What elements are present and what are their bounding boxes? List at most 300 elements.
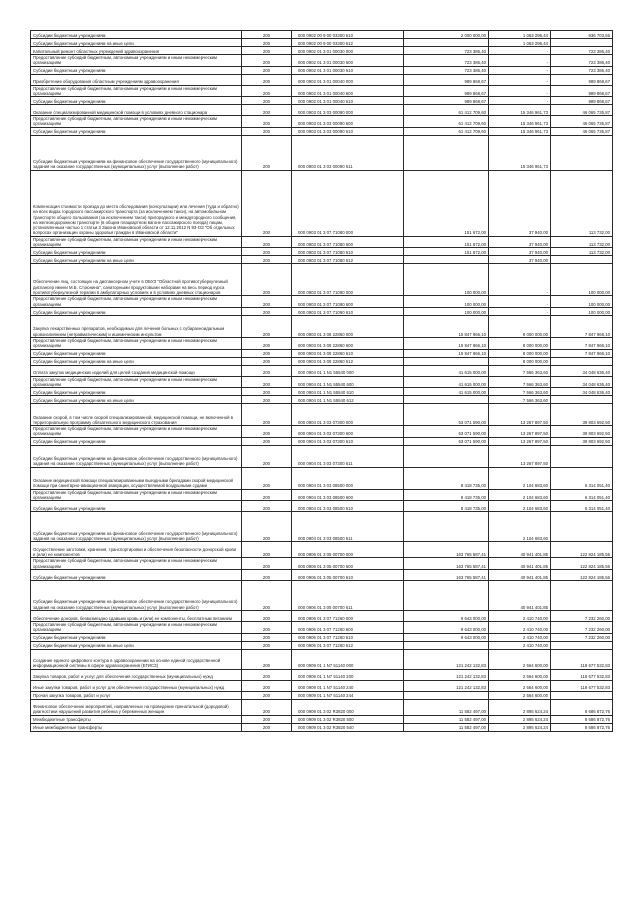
row-approved-amount-cell: 15 847 966,10 [404,315,489,337]
row-name-cell: Компенсация стоимости проезда до места обследования (консультации) или лечения (туда и обратно) на всех видах городского пассажирского транспорта (за исключением такси), на автомобильном транспорте общего пользования (за исключением такси) пригородного и междугородного сообщения, на железнодорожном транспорте (в общем плацкартном вагоне пассажирского поезда) лицам, установленным частью 1 статьи 3 Закона Ивановской области от 12.11.2012 N 93-ОЗ "Об отдельных вопросах организации охраны здоровья граждан в Ивановской области" [31,170,242,236]
row-approved-amount-cell [404,357,489,365]
row-code-cell: 200 [242,365,292,376]
row-classification-code-cell: 000 0909 01 1 N7 51140 200 [292,669,404,680]
row-executed-amount-cell: 2 564 600,00 [489,669,551,680]
row-classification-code-cell: 000 0902 01 3 01 00040 610 [292,97,404,105]
row-classification-code-cell: 000 0903 01 3 07 71090 610 [292,307,404,315]
row-executed-amount-cell: 40 941 401,85 [489,569,551,580]
table-body [31,31,613,732]
row-executed-amount-cell: 37 940,00 [489,248,551,256]
row-remaining-amount-cell: 8 686 872,76 [551,723,613,731]
row-name-cell: Прочая закупка товаров, работ и услуг [31,691,242,699]
row-approved-amount-cell: 723 386,40 [404,66,489,74]
row-approved-amount-cell [404,445,489,467]
row-remaining-amount-cell: 8 686 872,76 [551,715,613,723]
row-classification-code-cell: 000 0903 01 3 08 22860 600 [292,337,404,349]
row-remaining-amount-cell: 989 868,67 [551,74,613,85]
row-classification-code-cell: 000 0909 01 3 02 R3820 000 [292,699,404,715]
row-remaining-amount-cell: 39 803 692,50 [551,404,613,426]
table-row [31,66,613,74]
row-remaining-amount-cell: 113 732,00 [551,170,613,236]
row-name-cell: Капитальный ремонт областных учреждений здравоохранения [31,47,242,55]
row-classification-code-cell: 000 0906 01 3 05 00700 000 [292,542,404,558]
row-approved-amount-cell: 61 412 709,60 [404,105,489,116]
row-name-cell: Предоставление субсидий бюджетным, автономным учреждениям и иным некоммерческим организациям [31,376,242,388]
row-approved-amount-cell: 9 643 000,00 [404,633,489,641]
row-code-cell: 200 [242,680,292,691]
row-executed-amount-cell: 2 564 600,00 [489,691,551,699]
row-code-cell: 200 [242,85,292,97]
row-executed-amount-cell: 15 346 961,73 [489,105,551,116]
row-classification-code-cell: 000 0906 01 3 05 00700 610 [292,569,404,580]
row-approved-amount-cell: 100 000,00 [404,296,489,308]
row-executed-amount-cell: 15 346 961,73 [489,135,551,170]
row-approved-amount-cell: 15 847 966,10 [404,337,489,349]
row-classification-code-cell: 000 0902 01 3 01 00040 600 [292,85,404,97]
table-row [31,116,613,128]
row-approved-amount-cell: 11 582 497,00 [404,715,489,723]
row-executed-amount-cell: - [489,74,551,85]
row-name-cell: Субсидии бюджетным учреждениям на финансовое обеспечение государственного (муниципального) задания на оказание государственных (муниципальных) услуг (выполнение работ) [31,445,242,467]
row-remaining-amount-cell [551,691,613,699]
row-approved-amount-cell: 41 615 000,00 [404,388,489,396]
row-remaining-amount-cell: 39 803 692,50 [551,426,613,438]
table-row [31,376,613,388]
row-approved-amount-cell [404,580,489,610]
row-remaining-amount-cell: 34 048 636,40 [551,365,613,376]
row-remaining-amount-cell [551,641,613,649]
row-approved-amount-cell: 53 071 590,00 [404,437,489,445]
row-approved-amount-cell: 989 868,67 [404,74,489,85]
row-remaining-amount-cell: 936 703,56 [551,31,613,39]
table-row [31,388,613,396]
row-name-cell: Субсидии бюджетным учреждениям [31,633,242,641]
row-code-cell: 200 [242,715,292,723]
row-approved-amount-cell: 53 071 590,00 [404,426,489,438]
row-remaining-amount-cell: 122 824 185,56 [551,542,613,558]
row-remaining-amount-cell: 113 732,00 [551,248,613,256]
row-approved-amount-cell: 989 868,67 [404,97,489,105]
row-classification-code-cell: 000 0903 01 3 03 00090 600 [292,116,404,128]
row-name-cell: Иные межбюджетные трансферты [31,723,242,731]
row-executed-amount-cell: 2 104 683,60 [489,489,551,501]
table-row [31,396,613,404]
row-approved-amount-cell [404,135,489,170]
row-remaining-amount-cell: 989 868,67 [551,97,613,105]
table-row [31,641,613,649]
row-code-cell: 200 [242,426,292,438]
row-name-cell: Предоставление субсидий бюджетным, автономным учреждениям и иным некоммерческим организациям [31,116,242,128]
row-approved-amount-cell: 53 071 590,00 [404,404,489,426]
table-row [31,349,613,357]
row-code-cell: 200 [242,256,292,264]
table-row [31,236,613,248]
row-name-cell: Приобретение оборудования областным учреждениям здравоохранения [31,74,242,85]
table-row [31,256,613,264]
row-name-cell: Предоставление субсидий бюджетным, автономным учреждениям и иным некоммерческим организациям [31,426,242,438]
table-row [31,610,613,621]
row-approved-amount-cell: 163 765 587,41 [404,558,489,570]
row-name-cell: Субсидии бюджетным учреждениям на иные цели [31,396,242,404]
row-remaining-amount-cell [551,445,613,467]
row-executed-amount-cell: - [489,55,551,67]
row-name-cell: Межбюджетные трансферты [31,715,242,723]
row-remaining-amount-cell: 6 314 051,40 [551,467,613,489]
row-classification-code-cell: 000 0904 01 3 03 08500 600 [292,489,404,501]
table-row [31,307,613,315]
row-classification-code-cell: 000 0902 01 3 01 00030 610 [292,66,404,74]
table-row [31,723,613,731]
row-executed-amount-cell: 37 940,00 [489,256,551,264]
row-approved-amount-cell [404,256,489,264]
row-remaining-amount-cell: 100 000,00 [551,307,613,315]
row-executed-amount-cell: 2 410 740,00 [489,621,551,633]
table-row [31,337,613,349]
table-row [31,264,613,296]
row-executed-amount-cell: 7 566 363,60 [489,376,551,388]
row-remaining-amount-cell: 6 314 051,40 [551,501,613,512]
row-code-cell: 200 [242,116,292,128]
row-code-cell: 200 [242,349,292,357]
row-executed-amount-cell: 1 063 296,44 [489,39,551,47]
row-code-cell: 200 [242,445,292,467]
row-classification-code-cell: 000 0903 01 3 08 22860 610 [292,349,404,357]
row-name-cell: Оказание специализированной медицинской помощи в условиях дневного стационара [31,105,242,116]
row-name-cell: Предоставление субсидий бюджетным, автономным учреждениям и иным некоммерческим организациям [31,621,242,633]
row-remaining-amount-cell: 34 048 636,40 [551,388,613,396]
row-approved-amount-cell: 61 412 709,60 [404,127,489,135]
row-code-cell: 200 [242,569,292,580]
row-name-cell: Субсидии бюджетным учреждениям [31,501,242,512]
table-row [31,135,613,170]
row-code-cell: 200 [242,669,292,680]
row-code-cell: 200 [242,437,292,445]
row-code-cell: 200 [242,74,292,85]
row-executed-amount-cell: 8 000 000,00 [489,357,551,365]
row-classification-code-cell: 000 0904 01 1 N1 55540 600 [292,376,404,388]
table-row [31,569,613,580]
row-name-cell: Субсидии бюджетным учреждениям [31,569,242,580]
table-row [31,55,613,67]
row-code-cell: 200 [242,388,292,396]
table-row [31,445,613,467]
row-approved-amount-cell: 723 386,40 [404,47,489,55]
row-code-cell: 200 [242,610,292,621]
row-approved-amount-cell: 151 672,00 [404,248,489,256]
row-classification-code-cell: 000 0904 01 3 03 07300 600 [292,426,404,438]
row-name-cell: Субсидии бюджетным учреждениям [31,248,242,256]
table-row [31,296,613,308]
row-classification-code-cell: 000 0903 01 3 08 22860 000 [292,315,404,337]
row-executed-amount-cell: 2 410 740,00 [489,641,551,649]
table-row [31,170,613,236]
row-remaining-amount-cell: 7 847 966,10 [551,315,613,337]
row-executed-amount-cell: 2 895 624,24 [489,715,551,723]
table-row [31,127,613,135]
row-classification-code-cell: 000 0904 01 3 03 08500 000 [292,467,404,489]
row-approved-amount-cell: 163 765 587,41 [404,542,489,558]
row-classification-code-cell: 000 0903 01 3 03 00090 611 [292,135,404,170]
table-row [31,404,613,426]
table-row [31,489,613,501]
row-classification-code-cell: 000 0906 01 3 07 71260 600 [292,621,404,633]
row-name-cell: Субсидии бюджетным учреждениям [31,388,242,396]
row-name-cell: Оказание скорой, в том числе скорой специализированной, медицинской помощи, не включенной в территориальную программу обязательного медицинского страхования [31,404,242,426]
row-code-cell: 200 [242,66,292,74]
row-name-cell: Субсидии бюджетным учреждениям [31,31,242,39]
row-executed-amount-cell: 2 410 740,00 [489,633,551,641]
row-remaining-amount-cell [551,512,613,542]
row-code-cell: 200 [242,39,292,47]
row-approved-amount-cell: 2 000 000,00 [404,31,489,39]
row-remaining-amount-cell: 7 232 260,00 [551,633,613,641]
row-approved-amount-cell [404,691,489,699]
row-code-cell: 200 [242,135,292,170]
row-name-cell: Субсидии бюджетным учреждениям на финансовое обеспечение государственного (муниципального) задания на оказание государственных (муниципальных) услуг (выполнение работ) [31,512,242,542]
budget-execution-sheet [30,30,612,732]
row-remaining-amount-cell: 122 824 185,56 [551,569,613,580]
row-executed-amount-cell: 2 104 683,60 [489,501,551,512]
row-classification-code-cell: 000 0903 01 3 08 22860 612 [292,357,404,365]
row-code-cell: 200 [242,649,292,669]
row-approved-amount-cell: 8 418 735,00 [404,489,489,501]
row-classification-code-cell: 000 0903 01 3 03 00090 000 [292,105,404,116]
row-name-cell: Предоставление субсидий бюджетным, автономным учреждениям и иным некоммерческим организациям [31,236,242,248]
row-approved-amount-cell: 151 672,00 [404,236,489,248]
expenditure-table [30,30,613,732]
row-approved-amount-cell: 41 615 000,00 [404,376,489,388]
row-executed-amount-cell: - [489,97,551,105]
row-executed-amount-cell: 2 564 600,00 [489,649,551,669]
row-code-cell: 200 [242,357,292,365]
row-code-cell: 200 [242,467,292,489]
row-name-cell: Обеспечение доноров, безвозмездно сдавших кровь и (или) ее компоненты, бесплатным питанием [31,610,242,621]
row-name-cell: Предоставление субсидий бюджетным, автономным учреждениям и иным некоммерческим организациям [31,558,242,570]
row-approved-amount-cell: 41 615 000,00 [404,365,489,376]
row-name-cell: Субсидии бюджетным учреждениям на финансовое обеспечение государственного (муниципального) задания на оказание государственных (муниципальных) услуг (выполнение работ) [31,135,242,170]
row-classification-code-cell: 000 0904 01 3 03 07300 611 [292,445,404,467]
row-name-cell: Субсидии бюджетным учреждениям [31,97,242,105]
row-remaining-amount-cell: 7 232 260,00 [551,610,613,621]
row-code-cell: 200 [242,542,292,558]
row-approved-amount-cell: 121 242 132,83 [404,669,489,680]
row-approved-amount-cell [404,512,489,542]
row-name-cell: Создание единого цифрового контура в здравоохранении на основе единой государственной информационной системы в сфере здравоохранения (ЕГИСЗ) [31,649,242,669]
row-classification-code-cell: 000 0906 01 3 05 00700 600 [292,558,404,570]
row-remaining-amount-cell: 34 048 636,40 [551,376,613,388]
row-code-cell: 200 [242,307,292,315]
row-approved-amount-cell: 100 000,00 [404,264,489,296]
row-classification-code-cell: 000 0904 01 3 03 08500 611 [292,512,404,542]
row-remaining-amount-cell: 8 686 872,76 [551,699,613,715]
row-classification-code-cell: 000 0904 01 1 N1 55540 612 [292,396,404,404]
row-approved-amount-cell: 163 765 587,41 [404,569,489,580]
row-code-cell: 200 [242,641,292,649]
table-row [31,74,613,85]
row-classification-code-cell: 000 0904 01 1 N1 55540 000 [292,365,404,376]
row-approved-amount-cell [404,39,489,47]
row-approved-amount-cell: 121 242 132,83 [404,680,489,691]
row-code-cell: 200 [242,264,292,296]
table-row [31,680,613,691]
row-classification-code-cell: 000 0902 00 9 00 03300 612 [292,39,404,47]
row-code-cell: 200 [242,97,292,105]
row-name-cell: Предоставление субсидий бюджетным, автономным учреждениям и иным некоммерческим организациям [31,85,242,97]
row-code-cell: 200 [242,691,292,699]
row-executed-amount-cell: 2 895 624,24 [489,699,551,715]
row-classification-code-cell: 000 0903 01 3 07 71080 612 [292,256,404,264]
row-executed-amount-cell: 37 940,00 [489,170,551,236]
row-remaining-amount-cell: 723 386,40 [551,55,613,67]
row-executed-amount-cell: 15 346 961,73 [489,116,551,128]
row-executed-amount-cell: - [489,47,551,55]
row-name-cell: Осуществление заготовки, хранения, транспортировки и обеспечения безопасности донорской крови и (или) ее компонентов [31,542,242,558]
row-classification-code-cell: 000 0902 01 3 01 00040 000 [292,74,404,85]
row-executed-amount-cell: 40 941 401,85 [489,558,551,570]
row-approved-amount-cell [404,396,489,404]
row-code-cell: 200 [242,404,292,426]
table-row [31,512,613,542]
row-executed-amount-cell: 2 410 740,00 [489,610,551,621]
row-executed-amount-cell: 7 566 363,60 [489,388,551,396]
row-executed-amount-cell: 40 941 401,85 [489,580,551,610]
row-code-cell: 200 [242,558,292,570]
row-remaining-amount-cell [551,396,613,404]
row-remaining-amount-cell: 723 386,40 [551,47,613,55]
table-row [31,47,613,55]
row-code-cell: 200 [242,296,292,308]
row-name-cell: Финансовое обеспечение мероприятий, направленных на проведение пренатальной (дородовой) диагностики нарушений развития ребенка у беременных женщин [31,699,242,715]
row-classification-code-cell: 000 0909 01 3 02 R3820 500 [292,715,404,723]
row-name-cell: Оплата закупок медицинских изделий для целей создания медицинской помощи [31,365,242,376]
row-approved-amount-cell: 989 868,67 [404,85,489,97]
row-classification-code-cell: 000 0904 01 3 03 07300 000 [292,404,404,426]
row-classification-code-cell: 000 0903 01 3 03 00090 610 [292,127,404,135]
table-row [31,542,613,558]
row-approved-amount-cell: 11 582 497,00 [404,723,489,731]
row-remaining-amount-cell [551,39,613,47]
row-code-cell: 200 [242,489,292,501]
row-classification-code-cell: 000 0909 01 1 N7 51140 240 [292,680,404,691]
row-executed-amount-cell: 2 104 683,60 [489,467,551,489]
row-name-cell: Субсидии бюджетным учреждениям на финансовое обеспечение государственного (муниципального) задания на оказание государственных (муниципальных) услуг (выполнение работ) [31,580,242,610]
row-classification-code-cell: 000 0906 01 3 05 00700 611 [292,580,404,610]
row-code-cell: 200 [242,105,292,116]
row-executed-amount-cell: - [489,307,551,315]
row-name-cell: Субсидии бюджетным учреждениям на иные цели [31,256,242,264]
row-code-cell: 200 [242,501,292,512]
row-remaining-amount-cell: 723 386,40 [551,66,613,74]
table-row [31,39,613,47]
row-approved-amount-cell: 121 242 132,83 [404,649,489,669]
row-code-cell: 200 [242,699,292,715]
row-code-cell: 200 [242,127,292,135]
row-classification-code-cell: 000 0903 01 3 07 71090 600 [292,296,404,308]
row-approved-amount-cell: 9 643 000,00 [404,610,489,621]
row-approved-amount-cell: 15 847 966,10 [404,349,489,357]
table-row [31,248,613,256]
row-classification-code-cell: 000 0906 01 3 07 71260 000 [292,610,404,621]
table-row [31,437,613,445]
row-code-cell: 200 [242,396,292,404]
row-approved-amount-cell: 8 418 735,00 [404,501,489,512]
row-name-cell: Субсидии бюджетным учреждениям [31,349,242,357]
row-remaining-amount-cell: 7 847 966,10 [551,349,613,357]
row-remaining-amount-cell: 118 677 532,83 [551,680,613,691]
row-name-cell: Субсидии бюджетным учреждениям [31,437,242,445]
row-name-cell: Оказание медицинской помощи специализированными выездными бригадами скорой медицинской помощи при санитарно-авиационной эвакуации, осуществляемой воздушными судами [31,467,242,489]
row-code-cell: 200 [242,31,292,39]
row-remaining-amount-cell: 113 732,00 [551,236,613,248]
table-row [31,699,613,715]
row-approved-amount-cell [404,641,489,649]
row-classification-code-cell: 000 0909 01 1 N7 51140 000 [292,649,404,669]
row-remaining-amount-cell [551,580,613,610]
table-row [31,467,613,489]
table-row [31,558,613,570]
row-executed-amount-cell: - [489,66,551,74]
row-remaining-amount-cell: 100 000,00 [551,296,613,308]
table-row [31,649,613,669]
row-executed-amount-cell: 2 895 624,24 [489,723,551,731]
row-classification-code-cell: 000 0906 01 3 07 71260 610 [292,633,404,641]
row-remaining-amount-cell: 122 824 185,56 [551,558,613,570]
row-executed-amount-cell: 8 000 000,00 [489,349,551,357]
row-remaining-amount-cell: 46 065 735,87 [551,105,613,116]
row-classification-code-cell: 000 0904 01 3 03 08500 610 [292,501,404,512]
row-remaining-amount-cell: 39 803 692,50 [551,437,613,445]
row-executed-amount-cell: 13 267 897,50 [489,426,551,438]
row-executed-amount-cell: - [489,85,551,97]
row-code-cell: 200 [242,580,292,610]
row-name-cell: Субсидии бюджетным учреждениям на иные цели [31,641,242,649]
row-executed-amount-cell: 8 000 000,00 [489,315,551,337]
row-executed-amount-cell: 2 104 683,60 [489,512,551,542]
row-classification-code-cell: 000 0903 01 3 07 71080 610 [292,248,404,256]
table-row [31,669,613,680]
table-row [31,580,613,610]
row-classification-code-cell: 000 0903 01 3 07 71090 000 [292,264,404,296]
row-name-cell: Закупка товаров, работ и услуг для обеспечения государственных (муниципальных) нужд [31,669,242,680]
row-remaining-amount-cell [551,135,613,170]
row-executed-amount-cell: 8 000 000,00 [489,337,551,349]
table-row [31,691,613,699]
row-remaining-amount-cell: 46 065 735,87 [551,116,613,128]
row-name-cell: Субсидии бюджетным учреждениям на иные цели [31,39,242,47]
row-approved-amount-cell: 61 412 709,60 [404,116,489,128]
row-code-cell: 200 [242,376,292,388]
row-executed-amount-cell: 1 063 296,44 [489,31,551,39]
row-executed-amount-cell: 37 940,00 [489,236,551,248]
row-name-cell: Субсидии бюджетным учреждениям [31,66,242,74]
row-remaining-amount-cell: 7 232 260,00 [551,621,613,633]
table-row [31,105,613,116]
row-remaining-amount-cell: 989 868,67 [551,85,613,97]
row-name-cell: Предоставление субсидий бюджетным, автономным учреждениям и иным некоммерческим организациям [31,296,242,308]
table-row [31,633,613,641]
row-code-cell: 200 [242,315,292,337]
row-executed-amount-cell: 7 566 363,60 [489,365,551,376]
table-row [31,501,613,512]
row-remaining-amount-cell [551,357,613,365]
row-executed-amount-cell: 7 566 363,60 [489,396,551,404]
table-row [31,97,613,105]
row-classification-code-cell: 000 0909 01 1 N7 51140 244 [292,691,404,699]
table-row [31,715,613,723]
table-row [31,357,613,365]
row-name-cell: Субсидии бюджетным учреждениям [31,307,242,315]
table-row [31,426,613,438]
